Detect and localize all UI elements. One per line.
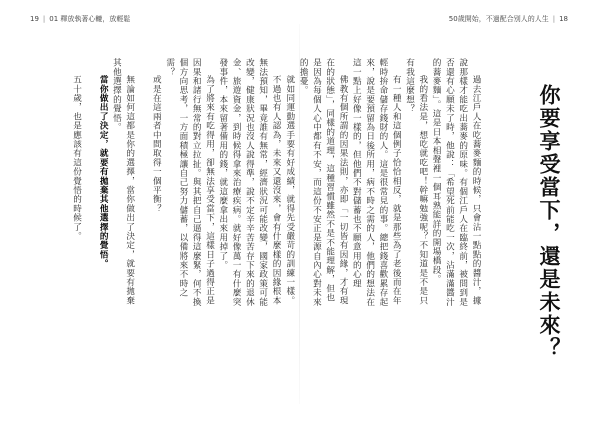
paragraph: 或是在這兩者中間取得一個平衡？ xyxy=(151,75,162,214)
chapter-title: 你要享受當下，還是未來？ xyxy=(537,84,562,360)
right-page-number: 18 xyxy=(559,15,568,23)
left-chapter-label: 01 釋放執著心轆，放輕鬆 xyxy=(49,15,131,23)
spacer xyxy=(136,58,149,308)
paragraph-with-emphasis xyxy=(109,58,136,308)
left-page-number: 19 xyxy=(30,15,39,23)
paragraph: 佛教有個所謂的因果法則，亦即「一切皆有因緣，才有現在的狀態」，同樣的道理，這種習慣雖然不是不能理解，但也是因為每個人心中都有不安，而這份不安正是源自內心對未來的擔憂。 xyxy=(298,58,349,307)
right-book-title: 50歲開始，不過配合別人的人生 xyxy=(448,15,549,23)
paragraph: 五十歲，也是應該有這份覺悟的時候了。 xyxy=(71,75,82,241)
left-page-body xyxy=(42,58,282,308)
emphasis-lead: 無論如何這都是你的選擇，當你做出了決定，就要有拋棄其他選擇的覺悟。 xyxy=(111,58,135,306)
paragraph: 不過也有人認為，未來又還沒來，會有什麼樣的因緣根本無法預知，畢竟誰有無常，經濟狀況可能改變，國家政策可能改變，健康狀況也沒人說得準，說不定辛辛苦苦存下來的退休金、旅遊資金，到時候得拿來治療疾病。就好像萬一有什麼突發事件，本來留著備用的錢，就這麼拿出來用掉了。 xyxy=(217,58,281,307)
right-page-body xyxy=(262,58,482,308)
paragraph: 過去江戶人在吃蕎麥麵的時候，只會沾一點點的醬汁，據說那樣才能吃出蕎麥的原味。有個江戶人在臨終前，被問到是否還有心願未了時，他說：「希望死前能吃一次，沾滿滿醬汁的蕎麥麵」。這是日本相聲裡一個耳熟能詳的開場橋段。 xyxy=(431,58,481,307)
left-page-header: 19 | 01 釋放執著心轆，放輕鬆 xyxy=(30,15,131,23)
emphasis-phrase: 當你做出了決定，就要有拋棄其他選擇的覺悟。 xyxy=(98,75,109,269)
right-page-header: 50歲開始，不過配合別人的人生 | 18 xyxy=(448,15,568,23)
paragraph: 為了將來有吃得用，卻無法享受當下，這樣日子過得正是因果和諸行無常的對立拉扯。與其把自己逼得這麼緊，何不換個方向思考，一方面積極讓自己努力儲蓄，以備將來不時之需？ xyxy=(164,58,215,307)
paragraph: 就如同運動選手要有好成績，就得先受嚴苛的訓練一樣。 xyxy=(284,75,295,306)
paragraph: 我的看法是，想吃就吃吧！幹嘛勉強呢？不知道是不是只有我這麼想？ xyxy=(404,58,428,306)
paragraph: 有一種人和這個例子恰恰相反，就是那些為了老後而在年輕時拚命儲存錢財的人。這是很常見的事。總把錢喜歡累存起來，說是要預留為日後所用，病不時之需的人，他們的想法在這一點上好像一樣的，但他們不對儲蓄也不願意用的心理 xyxy=(351,58,402,307)
spacer xyxy=(83,58,96,308)
